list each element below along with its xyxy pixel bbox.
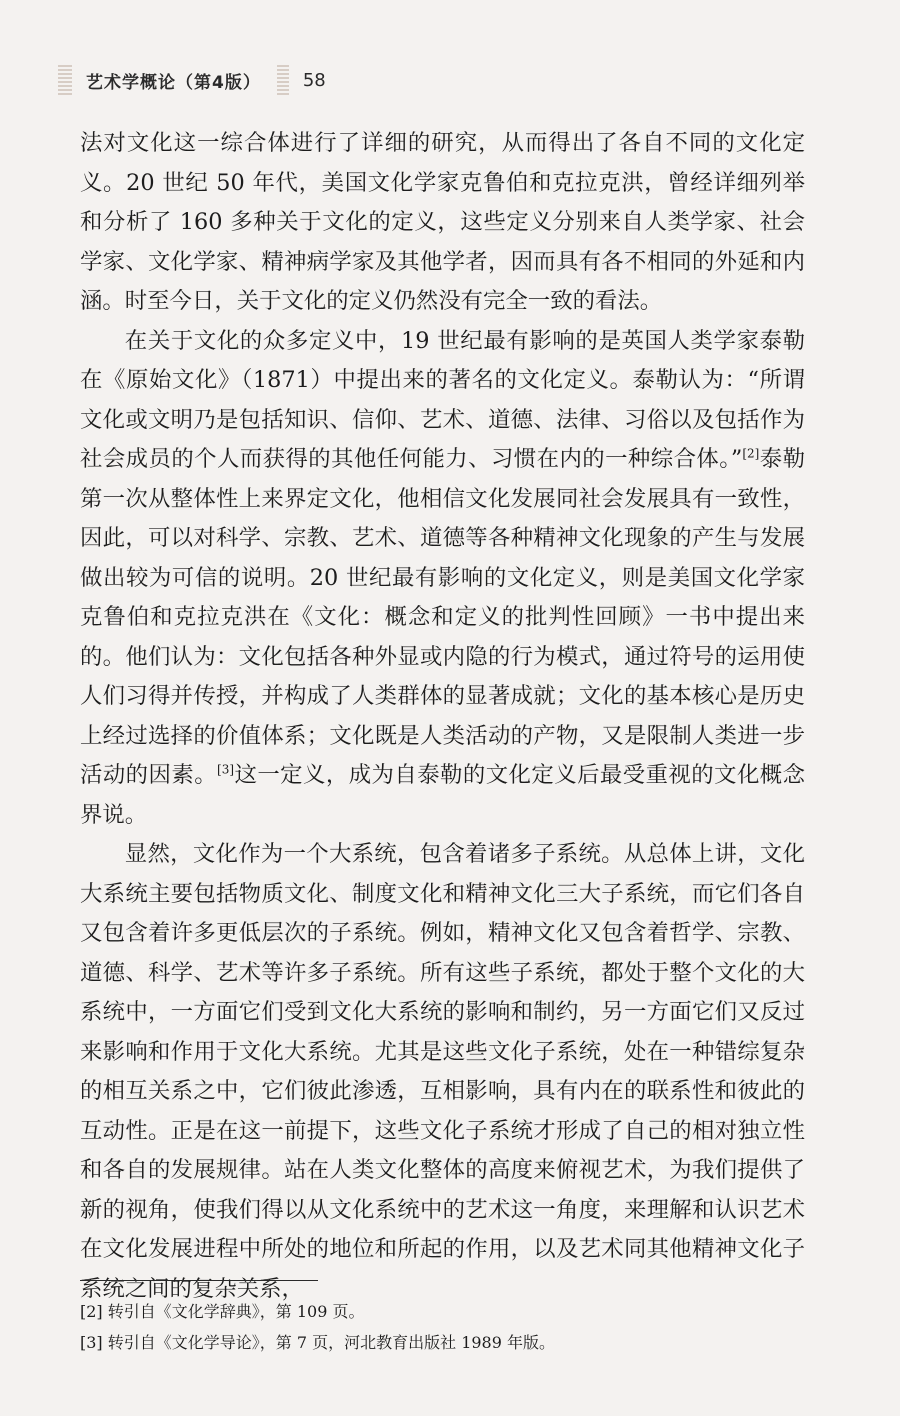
book-title: 艺术学概论（第4版） bbox=[86, 72, 261, 93]
paragraph-text: 在关于文化的众多定义中，19 世纪最有影响的是英国人类学家泰勒在《原始文化》（1871）中提出来的著名的文化定义。泰勒认为：“所谓文化或文明乃是包括知识、信仰、艺术、道德、法律、习俗以及包括作为社会成员的个人而获得的其他任何能力、习惯在内的一种综合体。” bbox=[80, 327, 805, 472]
footnote-item: [2] 转引自《文化学辞典》，第 109 页。 bbox=[80, 1302, 365, 1321]
paragraph-text: 这一定义，成为自泰勒的文化定义后最受重视的文化概念界说。 bbox=[80, 762, 806, 828]
footnote-item: [3] 转引自《文化学导论》，第 7 页，河北教育出版社 1989 年版。 bbox=[80, 1333, 555, 1352]
footnotes bbox=[80, 1296, 805, 1358]
paragraph-text: 泰勒第一次从整体性上来界定文化，他相信文化发展同社会发展具有一致性，因此，可以对科学、宗教、艺术、道德等各种精神文化现象的产生与发展做出较为可信的说明。20 世纪最有影响的文化定义，则是美国文化学家克鲁伯和克拉克洪在《文化：概念和定义的批判性回顾》一书中提出来的。他们认为：文化包括各种外显或内隐的行为模式，通过符号的运用使人们习得并传授，并构成了人类群体的显著成就；文化的基本核心是历史上经过选择的价值体系；文化既是人类活动的产物，又是限制人类进一步活动的因素。 bbox=[80, 446, 806, 788]
running-header bbox=[58, 60, 326, 100]
body-text bbox=[80, 124, 805, 1309]
paragraph-text: 显然，文化作为一个大系统，包含着诸多子系统。从总体上讲，文化大系统主要包括物质文化、制度文化和精神文化三大子系统，而它们各自又包含着许多更低层次的子系统。例如，精神文化又包含着哲学、宗教、道德、科学、艺术等许多子系统。所有这些子系统，都处于整个文化的大系统中，一方面它们受到文化大系统的影响和制约，另一方面它们又反过来影响和作用于文化大系统。尤其是这些文化子系统，处在一种错综复杂的相互关系之中，它们彼此渗透，互相影响，具有内在的联系性和彼此的互动性。正是在这一前提下，这些文化子系统才形成了自己的相对独立性和各自的发展规律。站在人类文化整体的高度来俯视艺术，为我们提供了新的视角，使我们得以从文化系统中的艺术这一角度，来理解和认识艺术在文化发展进程中所处的地位和所起的作用，以及艺术同其他精神文化子系统之间的复杂关系， bbox=[80, 841, 805, 1302]
header-decoration bbox=[58, 65, 72, 95]
footnote-divider bbox=[80, 1280, 318, 1281]
page-number: 58 bbox=[302, 69, 326, 91]
paragraph-culture-definitions bbox=[80, 322, 805, 836]
paragraph-text: 法对文化这一综合体进行了详细的研究，从而得出了各自不同的文化定义。20 世纪 50 年代，美国文化学家克鲁伯和克拉克洪，曾经详细列举和分析了 160 多种关于文化的定义，这些定义分别来自人类学家、社会学家、文化学家、精神病学家及其他学者，因而具有各不相同的外延和内涵。时至今日，关于文化的定义仍然没有完全一致的看法。 bbox=[80, 130, 805, 314]
footnote-ref[interactable]: [3] bbox=[217, 762, 235, 777]
paragraph-continued bbox=[80, 124, 805, 322]
paragraph-culture-system bbox=[80, 835, 805, 1309]
header-separator bbox=[277, 65, 289, 95]
footnote-ref[interactable]: [2] bbox=[742, 446, 760, 461]
